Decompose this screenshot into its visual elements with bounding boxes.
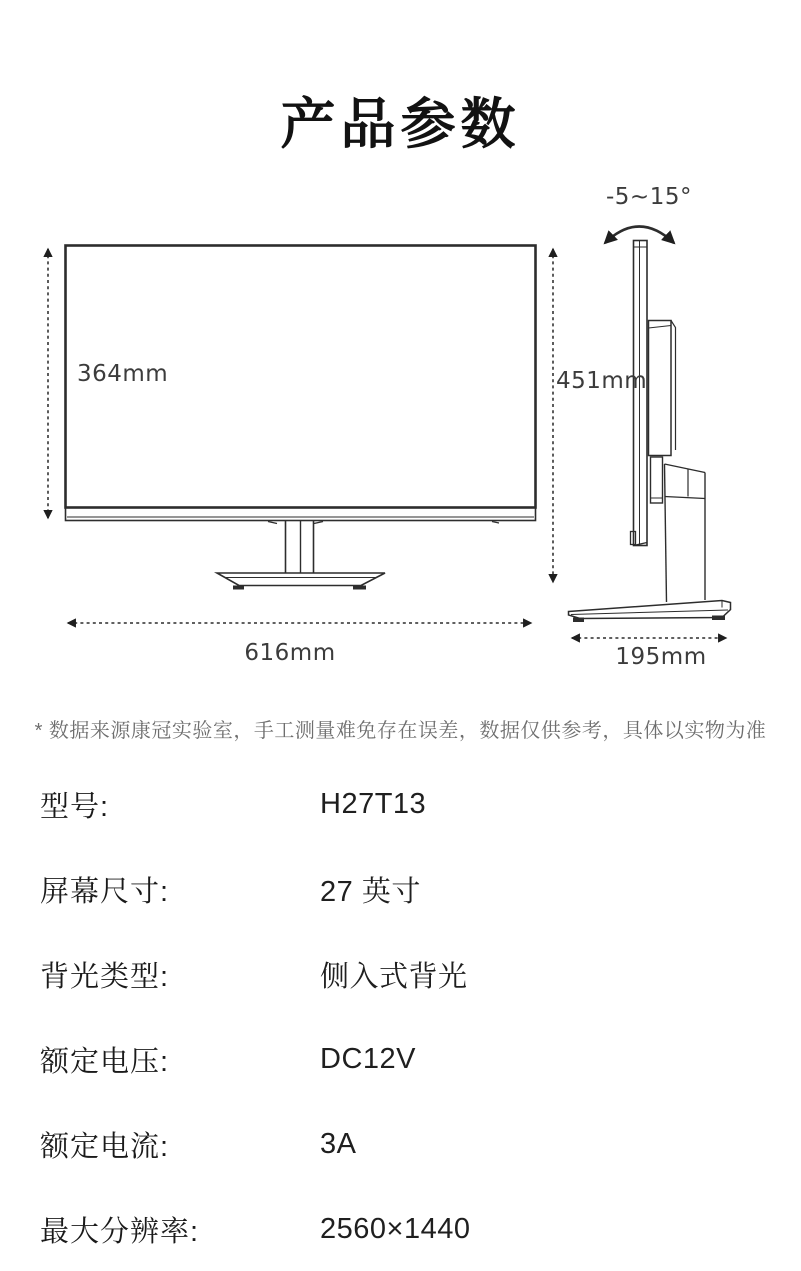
front-view-drawing [66,246,536,590]
spec-row-max-resolution [40,1187,761,1271]
spec-label: 型号: [40,791,110,823]
disclaimer-note: * 数据来源康冠实验室，手工测量难免存在误差，数据仅供参考，具体以实物为准 [34,720,767,742]
front-height-label: 364mm [77,361,169,387]
side-depth-label: 195mm [615,644,707,670]
spec-label: 额定电流: [40,1131,170,1163]
spec-value: H27T13 [320,788,427,820]
spec-value: 2560×1440 [320,1213,471,1245]
spec-label: 最大分辨率: [40,1216,200,1248]
side-height-label: 451mm [556,368,648,394]
spec-row-screen-size [40,847,761,932]
spec-row-rated-voltage [40,1017,761,1102]
spec-row-backlight-type [40,932,761,1017]
spec-list [40,762,761,1271]
spec-value: 3A [320,1128,357,1160]
spec-label: 背光类型: [40,961,170,993]
spec-value: 侧入式背光 [320,961,468,993]
spec-value: DC12V [320,1043,416,1075]
side-view-drawing [569,241,731,623]
spec-label: 屏幕尺寸: [40,876,170,908]
spec-label: 额定电压: [40,1046,170,1078]
monitor-line-drawing [0,170,801,700]
spec-row-rated-current [40,1102,761,1187]
page-title: 产品参数 [280,93,521,155]
spec-value: 27 英寸 [320,876,421,908]
tilt-angle-label: -5~15° [606,184,692,210]
spec-row-model [40,762,761,847]
front-width-label: 616mm [244,640,336,666]
